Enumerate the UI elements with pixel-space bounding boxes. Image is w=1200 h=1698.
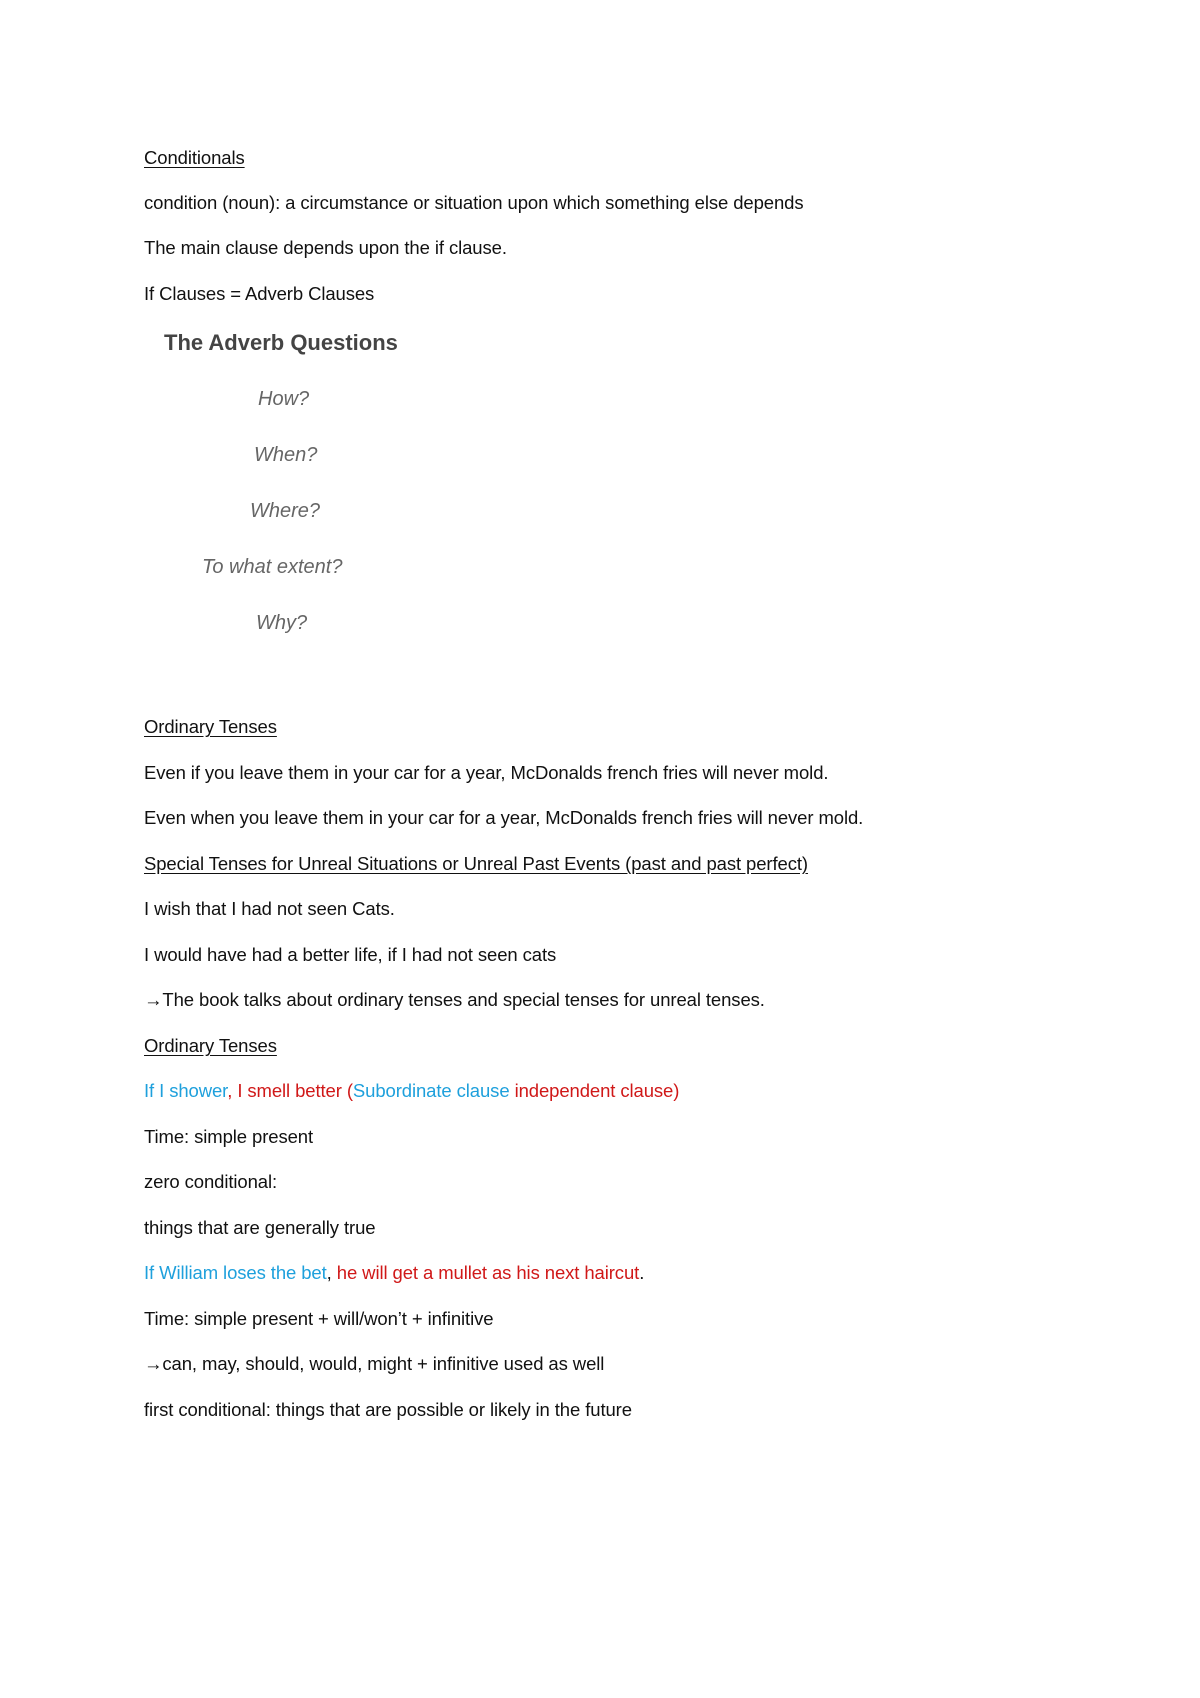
figure-title: The Adverb Questions xyxy=(164,330,398,355)
independent-label: independent clause) xyxy=(514,1080,680,1101)
heading-ordinary-tenses-1: Ordinary Tenses xyxy=(144,716,277,737)
if-clauses-line: If Clauses = Adverb Clauses xyxy=(144,283,375,304)
comma: , xyxy=(227,1080,238,1101)
question-how: How? xyxy=(258,388,310,410)
first-conditional-example xyxy=(144,1261,644,1285)
heading-special-tenses: Special Tenses for Unreal Situations or Unreal Past Events (past and past perfect) xyxy=(144,853,808,874)
heading-conditionals: Conditionals xyxy=(144,147,245,168)
definition-line: condition (noun): a circumstance or situation upon which something else depends xyxy=(144,192,804,213)
paren-open: ( xyxy=(341,1080,353,1101)
generally-true-line: things that are generally true xyxy=(144,1217,376,1238)
subordinate-label: Subordinate clause xyxy=(352,1080,510,1101)
zero-conditional-label: zero conditional: xyxy=(144,1171,278,1192)
question-when: When? xyxy=(254,444,318,466)
independent-clause: he will get a mullet as his next haircut xyxy=(336,1262,640,1283)
arrow-note-book: →The book talks about ordinary tenses and special tenses for unreal tenses. xyxy=(144,989,765,1010)
subordinate-clause: If William loses the bet xyxy=(144,1262,327,1283)
zero-conditional-example xyxy=(144,1079,679,1103)
example-even-if: Even if you leave them in your car for a year, McDonalds french fries will never mold. xyxy=(144,762,829,783)
question-to-what-extent: To what extent? xyxy=(202,556,343,578)
question-where: Where? xyxy=(250,500,321,522)
first-conditional-line: first conditional: things that are possible or likely in the future xyxy=(144,1399,632,1420)
comma: , xyxy=(326,1262,337,1283)
question-why: Why? xyxy=(256,612,308,634)
subordinate-clause: If I shower xyxy=(144,1080,228,1101)
example-would-have: I would have had a better life, if I had not seen cats xyxy=(144,944,557,965)
main-clause-note: The main clause depends upon the if clause. xyxy=(144,237,507,258)
example-even-when: Even when you leave them in your car for a year, McDonalds french fries will never mold. xyxy=(144,807,864,828)
independent-clause: I smell better xyxy=(237,1080,342,1101)
adverb-questions-figure xyxy=(150,318,450,658)
time-simple-present: Time: simple present xyxy=(144,1126,314,1147)
example-wish: I wish that I had not seen Cats. xyxy=(144,898,395,919)
arrow-note-modals: →can, may, should, would, might + infinitive used as well xyxy=(144,1353,605,1374)
time-future-line: Time: simple present + will/won’t + infinitive xyxy=(144,1308,494,1329)
heading-ordinary-tenses-2: Ordinary Tenses xyxy=(144,1035,277,1056)
period: . xyxy=(639,1262,645,1283)
